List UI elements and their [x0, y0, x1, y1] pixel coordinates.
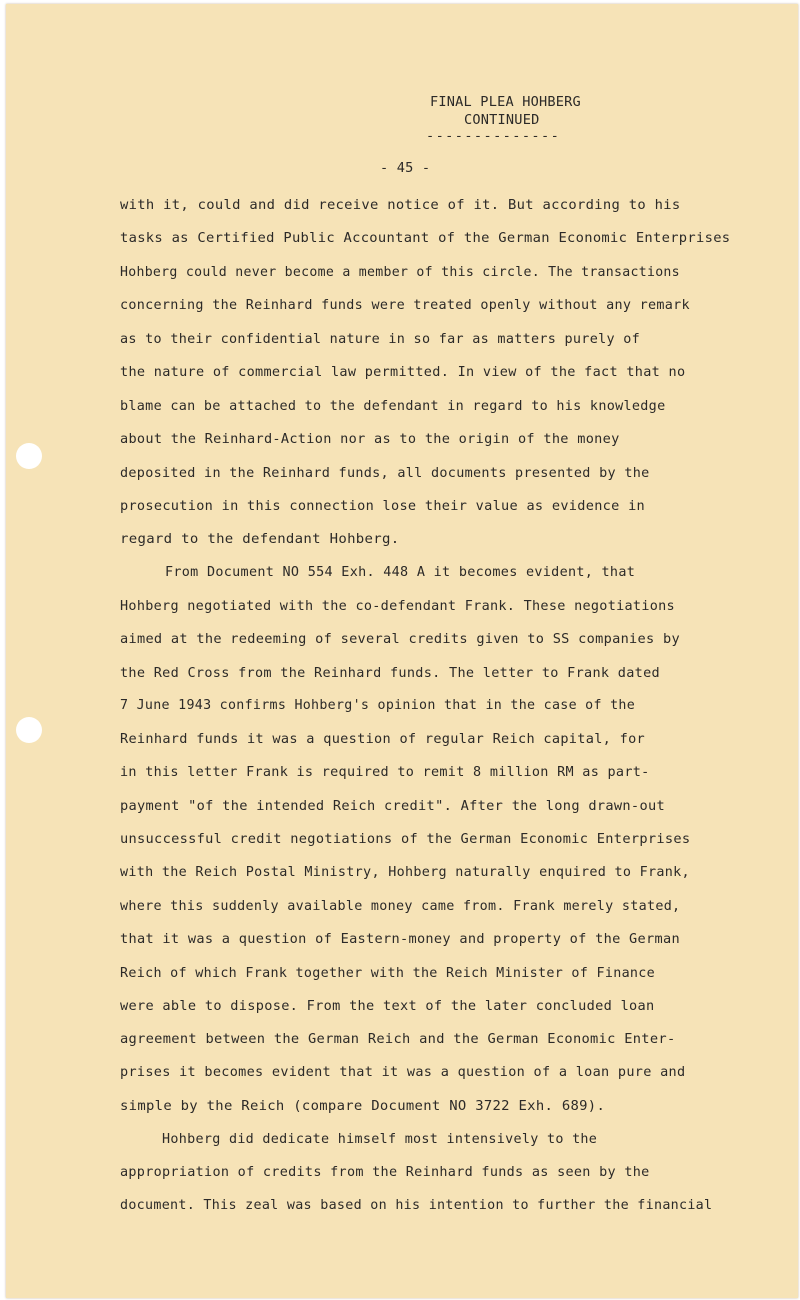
- text-line: agreement between the German Reich and the German Economic Enter-: [120, 1031, 676, 1047]
- text-line: 7 June 1943 confirms Hohberg's opinion that in the case of the: [120, 697, 636, 713]
- title-underline: --------------: [426, 128, 561, 144]
- punch-hole-lower: [16, 717, 42, 743]
- page-number: - 45 -: [380, 160, 431, 176]
- text-line: prises it becomes evident that it was a question of a loan pure and: [120, 1064, 686, 1080]
- text-line: were able to dispose. From the text of the later concluded loan: [120, 998, 655, 1014]
- text-line: about the Reinhard-Action nor as to the origin of the money: [120, 431, 620, 447]
- text-line: regard to the defendant Hohberg.: [120, 531, 400, 547]
- text-line: prosecution in this connection lose their value as evidence in: [120, 498, 646, 514]
- text-line: payment "of the intended Reich credit". After the long drawn-out: [120, 798, 665, 814]
- text-line: with it, could and did receive notice of it. But according to his: [120, 197, 681, 213]
- text-line: Hohberg negotiated with the co-defendant Frank. These negotiations: [120, 598, 675, 614]
- text-line: appropriation of credits from the Reinhard funds as seen by the: [120, 1164, 650, 1180]
- text-line: Hohberg could never become a member of this circle. The transactions: [120, 264, 680, 280]
- text-line: document. This zeal was based on his intention to further the financial: [120, 1197, 713, 1213]
- text-line: in this letter Frank is required to remit 8 million RM as part-: [120, 764, 650, 780]
- text-line: tasks as Certified Public Accountant of the German Economic Enterprises: [120, 230, 731, 246]
- text-line: the nature of commercial law permitted. In view of the fact that no: [120, 364, 686, 380]
- text-line: where this suddenly available money came from. Frank merely stated,: [120, 898, 681, 914]
- text-line: with the Reich Postal Ministry, Hohberg naturally enquired to Frank,: [120, 864, 690, 880]
- text-line: Hohberg did dedicate himself most intensively to the: [162, 1131, 598, 1147]
- text-line: concerning the Reinhard funds were treated openly without any remark: [120, 297, 690, 313]
- document-title: FINAL PLEA HOHBERG: [430, 94, 581, 110]
- text-line: the Red Cross from the Reinhard funds. The letter to Frank dated: [120, 665, 660, 681]
- text-line: that it was a question of Eastern-money and property of the German: [120, 931, 680, 947]
- text-line: blame can be attached to the defendant in regard to his knowledge: [120, 398, 666, 414]
- text-line: deposited in the Reinhard funds, all documents presented by the: [120, 465, 650, 481]
- text-line: aimed at the redeeming of several credits given to SS companies by: [120, 631, 680, 647]
- text-line: Reinhard funds it was a question of regular Reich capital, for: [120, 731, 646, 747]
- text-line: From Document NO 554 Exh. 448 A it becomes evident, that: [165, 564, 636, 580]
- text-line: as to their confidential nature in so far as matters purely of: [120, 331, 641, 347]
- punch-hole-upper: [16, 443, 42, 469]
- text-line: unsuccessful credit negotiations of the German Economic Enterprises: [120, 831, 691, 847]
- document-subtitle: CONTINUED: [464, 112, 540, 128]
- text-line: Reich of which Frank together with the Reich Minister of Finance: [120, 965, 656, 981]
- text-line: simple by the Reich (compare Document NO 3722 Exh. 689).: [120, 1098, 606, 1114]
